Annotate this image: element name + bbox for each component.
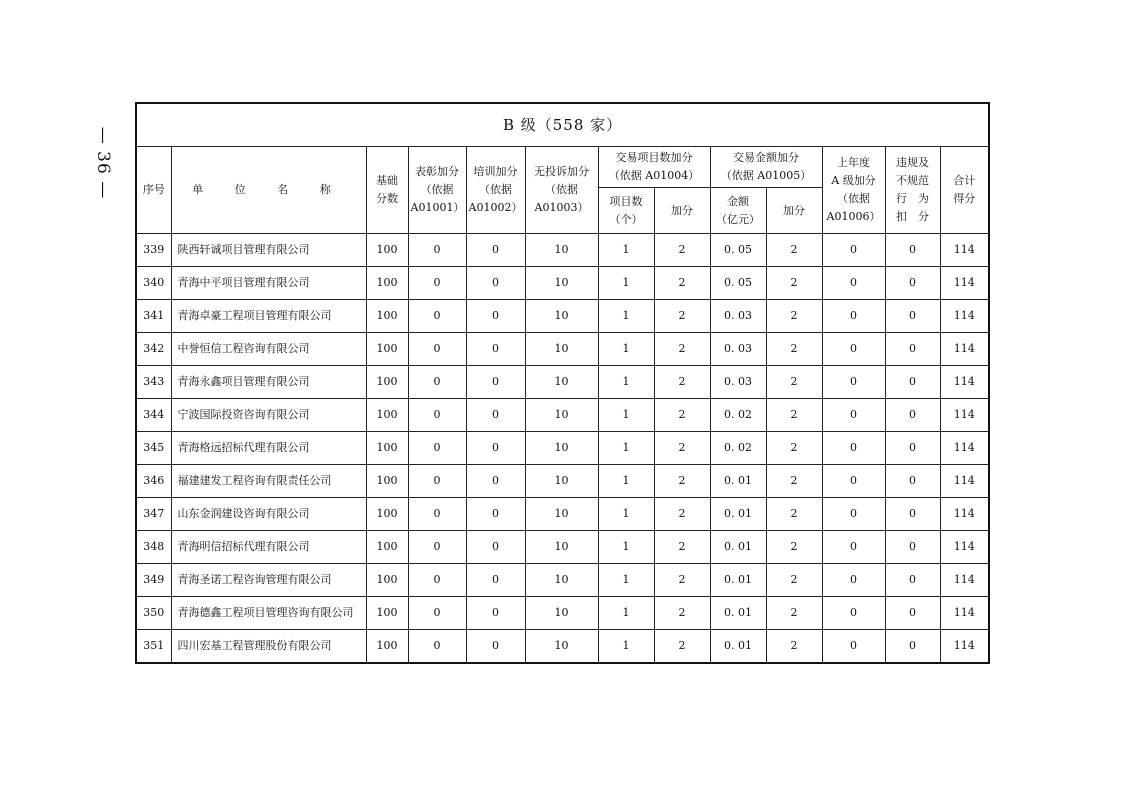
cell-base: 100 <box>366 465 408 498</box>
cell-count: 1 <box>598 564 654 597</box>
cell-total: 114 <box>940 465 989 498</box>
header-base-line1: 基础 <box>376 174 398 187</box>
cell-name: 福建建发工程咨询有限责任公司 <box>171 465 366 498</box>
cell-name: 青海圣诺工程咨询管理有限公司 <box>171 564 366 597</box>
table-header <box>136 103 989 234</box>
page-number-text: — 36 — <box>93 126 113 200</box>
cell-violation: 0 <box>885 300 940 333</box>
header-trade-amount-group <box>710 147 822 188</box>
cell-count: 1 <box>598 399 654 432</box>
cell-amount-bonus: 2 <box>766 498 822 531</box>
cell-commend: 0 <box>408 300 466 333</box>
header-training <box>466 147 525 234</box>
cell-name: 青海德鑫工程项目管理咨询有限公司 <box>171 597 366 630</box>
cell-base: 100 <box>366 234 408 267</box>
cell-violation: 0 <box>885 234 940 267</box>
cell-count: 1 <box>598 267 654 300</box>
header-complaint-line2: （依据 <box>545 183 578 196</box>
header-last-year-line3: （依据 <box>837 192 870 205</box>
cell-amount: 0. 01 <box>710 531 766 564</box>
cell-commend: 0 <box>408 630 466 664</box>
cell-count: 1 <box>598 300 654 333</box>
cell-training: 0 <box>466 597 525 630</box>
cell-seq: 348 <box>136 531 171 564</box>
table-row <box>136 432 989 465</box>
cell-complaint: 10 <box>525 399 598 432</box>
cell-violation: 0 <box>885 498 940 531</box>
cell-last-year: 0 <box>822 498 885 531</box>
header-trade-count-bonus: 加分 <box>654 188 710 234</box>
cell-count-bonus: 2 <box>654 234 710 267</box>
header-last-year-line2: A 级加分 <box>831 174 876 187</box>
cell-violation: 0 <box>885 267 940 300</box>
cell-count-bonus: 2 <box>654 465 710 498</box>
header-violation-line2: 不规范 <box>896 174 929 187</box>
header-violation-line3: 行 为 <box>896 192 929 205</box>
cell-commend: 0 <box>408 531 466 564</box>
header-commend-line1: 表彰加分 <box>415 165 459 178</box>
cell-base: 100 <box>366 267 408 300</box>
header-total-line1: 合计 <box>953 174 976 187</box>
cell-count: 1 <box>598 498 654 531</box>
cell-commend: 0 <box>408 234 466 267</box>
header-trade-count-group-line1: 交易项目数加分 <box>615 151 693 164</box>
header-commend-line2: （依据 <box>420 183 454 196</box>
header-base-line2: 分数 <box>376 192 398 205</box>
header-violation-line4: 扣 分 <box>896 210 929 223</box>
header-trade-amount-group-line1: 交易金额加分 <box>733 151 799 164</box>
cell-name: 青海卓豪工程项目管理有限公司 <box>171 300 366 333</box>
header-last-year-line1: 上年度 <box>837 156 870 169</box>
cell-training: 0 <box>466 333 525 366</box>
cell-seq: 344 <box>136 399 171 432</box>
cell-commend: 0 <box>408 564 466 597</box>
cell-total: 114 <box>940 531 989 564</box>
cell-base: 100 <box>366 498 408 531</box>
cell-commend: 0 <box>408 333 466 366</box>
cell-complaint: 10 <box>525 498 598 531</box>
cell-base: 100 <box>366 300 408 333</box>
cell-total: 114 <box>940 432 989 465</box>
cell-base: 100 <box>366 432 408 465</box>
cell-amount-bonus: 2 <box>766 531 822 564</box>
cell-count: 1 <box>598 366 654 399</box>
cell-violation: 0 <box>885 597 940 630</box>
cell-commend: 0 <box>408 597 466 630</box>
cell-count-bonus: 2 <box>654 399 710 432</box>
cell-commend: 0 <box>408 399 466 432</box>
cell-training: 0 <box>466 531 525 564</box>
header-amount <box>710 188 766 234</box>
cell-amount: 0. 01 <box>710 465 766 498</box>
header-complaint <box>525 147 598 234</box>
cell-violation: 0 <box>885 366 940 399</box>
cell-last-year: 0 <box>822 234 885 267</box>
cell-total: 114 <box>940 333 989 366</box>
header-trade-count-line2: （个） <box>609 212 643 226</box>
cell-amount-bonus: 2 <box>766 597 822 630</box>
cell-seq: 346 <box>136 465 171 498</box>
cell-base: 100 <box>366 399 408 432</box>
cell-amount-bonus: 2 <box>766 630 822 664</box>
cell-complaint: 10 <box>525 564 598 597</box>
header-last-year <box>822 147 885 234</box>
cell-seq: 345 <box>136 432 171 465</box>
cell-last-year: 0 <box>822 597 885 630</box>
cell-count: 1 <box>598 630 654 664</box>
cell-amount-bonus: 2 <box>766 432 822 465</box>
header-training-line1: 培训加分 <box>473 165 518 178</box>
cell-last-year: 0 <box>822 531 885 564</box>
header-commend-line3: A01001） <box>410 201 465 214</box>
cell-training: 0 <box>466 498 525 531</box>
header-name: 单 位 名 称 <box>171 147 366 234</box>
cell-violation: 0 <box>885 465 940 498</box>
header-training-line2: （依据 <box>479 183 512 196</box>
cell-training: 0 <box>466 234 525 267</box>
cell-count-bonus: 2 <box>654 300 710 333</box>
cell-total: 114 <box>940 300 989 333</box>
cell-seq: 341 <box>136 300 171 333</box>
cell-base: 100 <box>366 366 408 399</box>
cell-seq: 349 <box>136 564 171 597</box>
table-row <box>136 267 989 300</box>
cell-count-bonus: 2 <box>654 498 710 531</box>
cell-seq: 339 <box>136 234 171 267</box>
title-row <box>136 103 989 147</box>
cell-amount: 0. 03 <box>710 366 766 399</box>
cell-violation: 0 <box>885 564 940 597</box>
cell-training: 0 <box>466 432 525 465</box>
table-row <box>136 630 989 664</box>
cell-amount: 0. 05 <box>710 267 766 300</box>
cell-amount-bonus: 2 <box>766 267 822 300</box>
cell-complaint: 10 <box>525 630 598 664</box>
cell-last-year: 0 <box>822 267 885 300</box>
cell-count: 1 <box>598 234 654 267</box>
table-row <box>136 531 989 564</box>
cell-count: 1 <box>598 597 654 630</box>
cell-name: 中誉恒信工程咨询有限公司 <box>171 333 366 366</box>
cell-amount: 0. 03 <box>710 333 766 366</box>
cell-training: 0 <box>466 366 525 399</box>
cell-base: 100 <box>366 531 408 564</box>
header-total <box>940 147 989 234</box>
cell-commend: 0 <box>408 432 466 465</box>
cell-training: 0 <box>466 267 525 300</box>
cell-complaint: 10 <box>525 300 598 333</box>
cell-commend: 0 <box>408 366 466 399</box>
cell-amount-bonus: 2 <box>766 333 822 366</box>
cell-amount: 0. 02 <box>710 399 766 432</box>
cell-count-bonus: 2 <box>654 531 710 564</box>
table-row <box>136 399 989 432</box>
cell-amount: 0. 01 <box>710 564 766 597</box>
cell-name: 青海明信招标代理有限公司 <box>171 531 366 564</box>
cell-seq: 343 <box>136 366 171 399</box>
cell-violation: 0 <box>885 432 940 465</box>
cell-training: 0 <box>466 465 525 498</box>
cell-amount-bonus: 2 <box>766 366 822 399</box>
cell-seq: 342 <box>136 333 171 366</box>
cell-complaint: 10 <box>525 366 598 399</box>
cell-total: 114 <box>940 498 989 531</box>
cell-count: 1 <box>598 531 654 564</box>
cell-training: 0 <box>466 300 525 333</box>
cell-seq: 347 <box>136 498 171 531</box>
header-trade-count <box>598 188 654 234</box>
header-trade-count-line1: 项目数 <box>609 194 643 208</box>
cell-training: 0 <box>466 630 525 664</box>
header-complaint-line3: A01003） <box>534 201 589 214</box>
header-complaint-line1: 无投诉加分 <box>534 165 589 178</box>
cell-last-year: 0 <box>822 399 885 432</box>
cell-last-year: 0 <box>822 333 885 366</box>
cell-base: 100 <box>366 564 408 597</box>
table-row <box>136 234 989 267</box>
cell-violation: 0 <box>885 630 940 664</box>
cell-total: 114 <box>940 366 989 399</box>
cell-count: 1 <box>598 333 654 366</box>
header-training-line3: A01002） <box>468 201 523 214</box>
header-amount-bonus: 加分 <box>766 188 822 234</box>
table-title: B 级（558 家） <box>136 103 989 147</box>
table-row <box>136 366 989 399</box>
cell-amount: 0. 01 <box>710 597 766 630</box>
cell-amount: 0. 05 <box>710 234 766 267</box>
cell-training: 0 <box>466 399 525 432</box>
cell-amount-bonus: 2 <box>766 300 822 333</box>
header-trade-count-group <box>598 147 710 188</box>
cell-seq: 340 <box>136 267 171 300</box>
cell-complaint: 10 <box>525 465 598 498</box>
header-trade-amount-group-line2: （依据 A01005） <box>720 169 812 182</box>
cell-name: 宁波国际投资咨询有限公司 <box>171 399 366 432</box>
cell-name: 陕西轩诚项目管理有限公司 <box>171 234 366 267</box>
table-row <box>136 333 989 366</box>
header-amount-line1: 金额 <box>727 194 749 208</box>
header-base <box>366 147 408 234</box>
header-amount-line2: （亿元） <box>716 212 760 226</box>
cell-count-bonus: 2 <box>654 597 710 630</box>
cell-count-bonus: 2 <box>654 333 710 366</box>
cell-total: 114 <box>940 597 989 630</box>
cell-amount-bonus: 2 <box>766 465 822 498</box>
cell-seq: 350 <box>136 597 171 630</box>
cell-name: 青海中平项目管理有限公司 <box>171 267 366 300</box>
cell-training: 0 <box>466 564 525 597</box>
cell-amount: 0. 01 <box>710 630 766 664</box>
cell-last-year: 0 <box>822 465 885 498</box>
header-total-line2: 得分 <box>953 192 976 205</box>
cell-last-year: 0 <box>822 432 885 465</box>
cell-count: 1 <box>598 465 654 498</box>
header-violation-line1: 违规及 <box>896 156 929 169</box>
header-last-year-line4: A01006） <box>826 210 881 223</box>
cell-count-bonus: 2 <box>654 366 710 399</box>
cell-last-year: 0 <box>822 564 885 597</box>
cell-complaint: 10 <box>525 531 598 564</box>
cell-violation: 0 <box>885 399 940 432</box>
cell-total: 114 <box>940 399 989 432</box>
table-row <box>136 498 989 531</box>
cell-last-year: 0 <box>822 366 885 399</box>
cell-name: 青海永鑫项目管理有限公司 <box>171 366 366 399</box>
table-body <box>136 234 989 664</box>
cell-name: 青海格远招标代理有限公司 <box>171 432 366 465</box>
cell-seq: 351 <box>136 630 171 664</box>
cell-total: 114 <box>940 630 989 664</box>
cell-total: 114 <box>940 564 989 597</box>
cell-name: 山东金润建设咨询有限公司 <box>171 498 366 531</box>
cell-complaint: 10 <box>525 234 598 267</box>
cell-complaint: 10 <box>525 597 598 630</box>
cell-commend: 0 <box>408 465 466 498</box>
cell-last-year: 0 <box>822 630 885 664</box>
cell-count-bonus: 2 <box>654 267 710 300</box>
header-violation <box>885 147 940 234</box>
cell-count-bonus: 2 <box>654 564 710 597</box>
cell-total: 114 <box>940 234 989 267</box>
cell-last-year: 0 <box>822 300 885 333</box>
header-row-1 <box>136 147 989 188</box>
cell-count-bonus: 2 <box>654 630 710 664</box>
cell-complaint: 10 <box>525 432 598 465</box>
cell-amount-bonus: 2 <box>766 564 822 597</box>
cell-base: 100 <box>366 597 408 630</box>
cell-commend: 0 <box>408 267 466 300</box>
table-row <box>136 300 989 333</box>
cell-count-bonus: 2 <box>654 432 710 465</box>
cell-amount: 0. 02 <box>710 432 766 465</box>
header-commend <box>408 147 466 234</box>
score-table <box>135 102 990 664</box>
cell-base: 100 <box>366 630 408 664</box>
cell-amount-bonus: 2 <box>766 234 822 267</box>
page-number <box>88 118 118 208</box>
cell-complaint: 10 <box>525 333 598 366</box>
cell-violation: 0 <box>885 531 940 564</box>
cell-complaint: 10 <box>525 267 598 300</box>
table-row <box>136 597 989 630</box>
cell-base: 100 <box>366 333 408 366</box>
cell-amount: 0. 01 <box>710 498 766 531</box>
cell-name: 四川宏基工程管理股份有限公司 <box>171 630 366 664</box>
header-trade-count-group-line2: （依据 A01004） <box>608 169 700 182</box>
table-row <box>136 564 989 597</box>
table-row <box>136 465 989 498</box>
cell-amount-bonus: 2 <box>766 399 822 432</box>
cell-amount: 0. 03 <box>710 300 766 333</box>
cell-total: 114 <box>940 267 989 300</box>
header-seq: 序号 <box>136 147 171 234</box>
cell-count: 1 <box>598 432 654 465</box>
cell-commend: 0 <box>408 498 466 531</box>
cell-violation: 0 <box>885 333 940 366</box>
